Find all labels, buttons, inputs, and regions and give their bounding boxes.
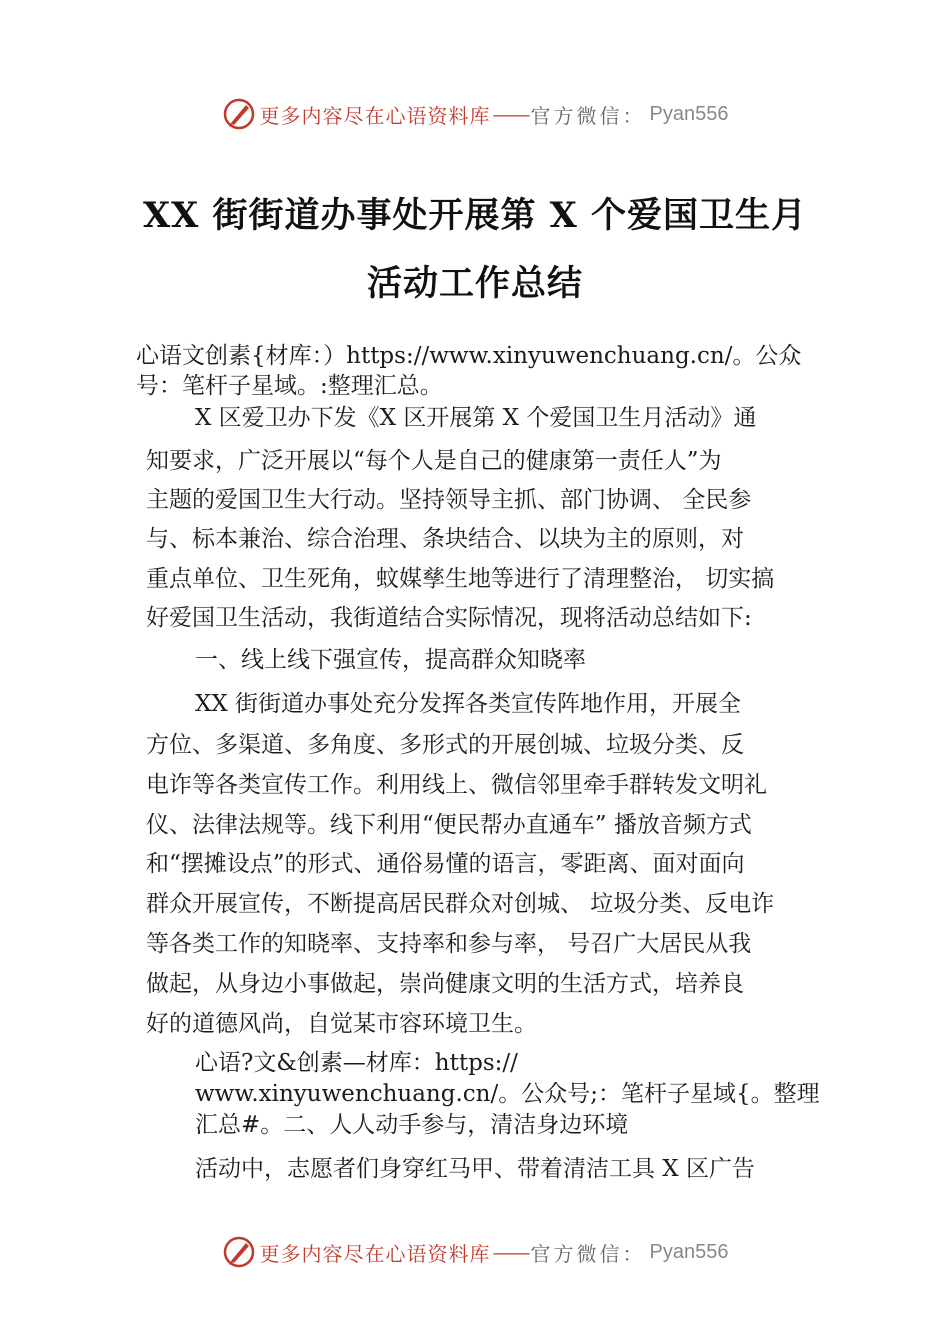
paragraph-line: 电诈等各类宣传工作。利用线上、微信邻里牵手群转发文明礼 <box>146 772 767 798</box>
paragraph-line: 群众开展宣传，不断提高居民群众对创城、 垃圾分类、反电诈 <box>146 891 775 917</box>
paragraph-line: 和“摆摊设点”的形式、通俗易懂的语言，零距离、面对面向 <box>146 851 745 877</box>
paragraph-line: 方位、多渠道、多角度、多形式的开展创城、垃圾分类、反 <box>146 732 744 758</box>
wechat-id: Pyan556 <box>649 102 729 125</box>
section-heading: 一、线上线下强宣传，提高群众知晓率 <box>195 647 586 673</box>
promo-separator: —— <box>492 102 529 126</box>
paragraph-line: 等各类工作的知晓率、支持率和参与率， 号召广大居民从我 <box>146 931 752 957</box>
paragraph-line: 知要求，广泛开展以“每个人是自己的健康第一责任人”为 <box>146 448 722 474</box>
promo-separator: —— <box>492 1240 529 1264</box>
promo-text: 更多内容尽在心语资料库 <box>259 103 491 128</box>
paragraph-line: 做起，从身边小事做起，崇尚健康文明的生活方式，培养良 <box>146 971 744 997</box>
wechat-id: Pyan556 <box>649 1240 729 1263</box>
quill-pen-icon <box>222 1235 256 1269</box>
header-banner <box>0 94 950 134</box>
paragraph-line: 重点单位、卫生死角，蚊媒孳生地等进行了清理整治， 切实搞 <box>146 566 775 592</box>
source-note-line: 心语文创素{材库：）https://www.xinyuwenchuang.cn/。公众 <box>136 343 802 369</box>
paragraph-line: 仪、法律法规等。线下利用“便民帮办直通车” 播放音频方式 <box>146 812 752 838</box>
paragraph-line: 好的道德风尚，自觉某市容环境卫生。 <box>146 1011 537 1037</box>
document-title-line1: XX 街街道办事处开展第 X 个爱国卫生月 <box>142 195 808 236</box>
source-note-line: 汇总#。二、人人动手参与，清洁身边环境 <box>195 1112 629 1138</box>
paragraph-line: XX 街街道办事处充分发挥各类宣传阵地作用，开展全 <box>195 691 742 717</box>
wechat-label: 官方微信： <box>530 103 646 128</box>
source-note-line: www.xinyuwenchuang.cn/。公众号;：笔杆子星域{。整理 <box>195 1081 820 1107</box>
quill-pen-icon <box>222 97 256 131</box>
paragraph-line: 好爱国卫生活动，我街道结合实际情况，现将活动总结如下: <box>146 605 752 631</box>
wechat-label: 官方微信： <box>530 1241 646 1266</box>
promo-text: 更多内容尽在心语资料库 <box>259 1241 491 1266</box>
paragraph-line: 与、标本兼治、综合治理、条块结合、以块为主的原则，对 <box>146 526 744 552</box>
document-title-line2: 活动工作总结 <box>366 263 583 304</box>
paragraph-line: 主题的爱国卫生大行动。坚持领导主抓、部门协调、 全民参 <box>146 487 752 513</box>
footer-banner <box>0 1232 950 1272</box>
source-note-line: 号：笔杆子星域。:整理汇总。 <box>136 373 443 399</box>
source-note-line: 心语?文&创素—材库：https:// <box>195 1050 518 1076</box>
paragraph-line: X 区爱卫办下发《X 区开展第 X 个爱国卫生月活动》通 <box>195 405 757 431</box>
paragraph-line: 活动中，志愿者们身穿红马甲、带着清洁工具 X 区广告 <box>195 1156 755 1182</box>
